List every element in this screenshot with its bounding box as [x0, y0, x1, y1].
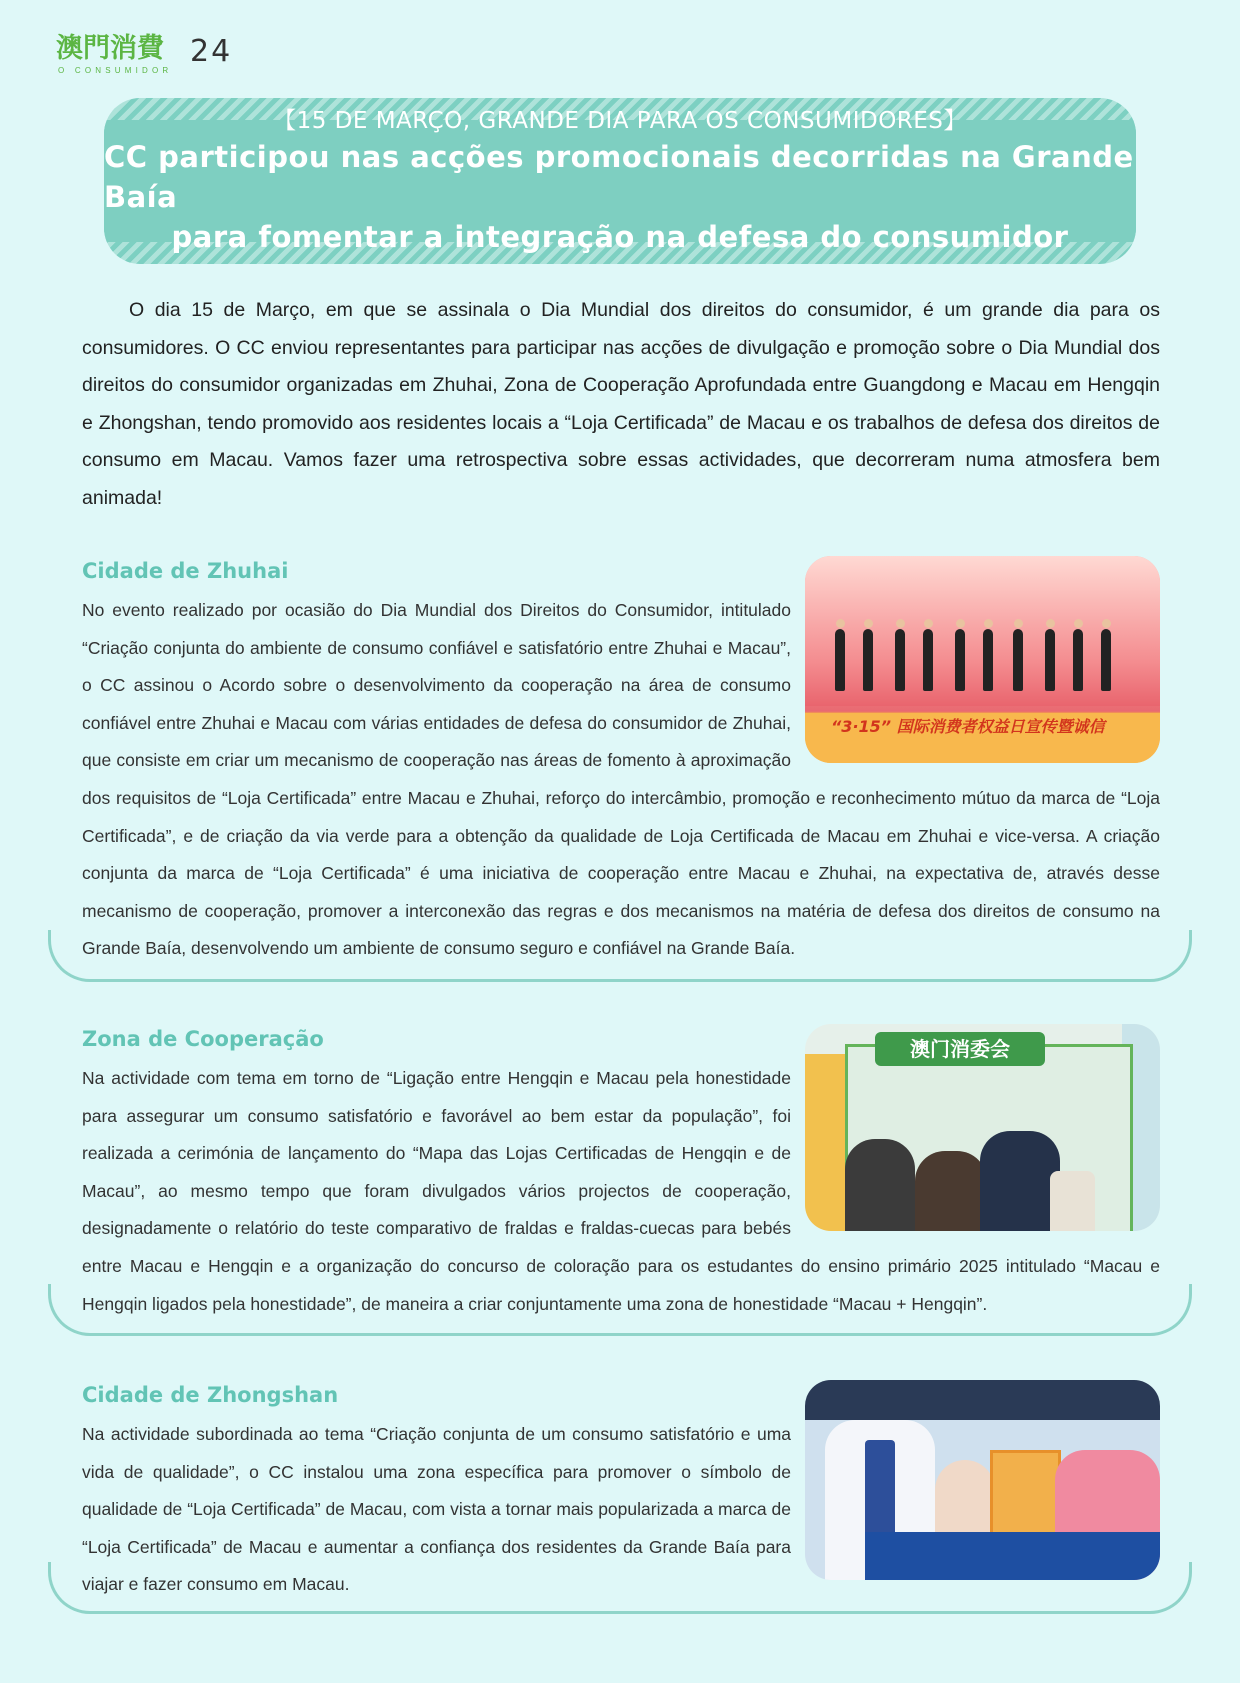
logo-chinese: 澳門消費 [56, 33, 164, 64]
section-zhuhai [82, 556, 1160, 968]
section-title: Cidade de Zhuhai [82, 559, 289, 583]
banner-title-line2: para fomentar a integração na defesa do consumidor [171, 220, 1069, 254]
page-number: 24 [190, 34, 233, 69]
section-bracket [48, 930, 1192, 982]
magazine-logo [56, 34, 172, 75]
banner-kicker: 【15 DE MARÇO, GRANDE DIA PARA OS CONSUMIDORES】 [273, 108, 967, 134]
zhongshan-booth-photo [805, 1380, 1160, 1580]
section-body: Na actividade com tema em torno de “Ligação entre Hengqin e Macau pela honestidade para assegurar um consumo satisfatório e favorável ao bem estar da população”, foi realizada a cerimónia de lançamento do “Mapa das Lojas Certificadas de Hengqin e de Macau”, ao mesmo tempo que foram divulgados vários projectos de cooperação, designadamente o relatório do teste comparativo de fraldas e fraldas-cuecas para bebés entre Macau e Hengqin e a organização do concurso de coloração para os estudantes do ensino primário 2025 intitulado “Macau e Hengqin ligados pela honestidade”, de maneira a criar conjuntamente uma zona de honestidade “Macau + Hengqin”. [82, 1068, 1160, 1314]
section-bracket [48, 1284, 1192, 1336]
section-title: Cidade de Zhongshan [82, 1383, 339, 1407]
logo-portuguese: O CONSUMIDOR [58, 66, 173, 75]
section-body: No evento realizado por ocasião do Dia Mundial dos Direitos do Consumidor, intitulado “Criação conjunta do ambiente de consumo confiável e satisfatório entre Zhuhai e Macau”, o CC assinou o Acordo sobre o desenvolvimento da cooperação na área de consumo confiável entre Zhuhai e Macau com várias entidades de defesa do consumidor de Zhuhai, que consiste em criar um mecanismo de cooperação nas áreas de fomento à aproximação dos requisitos de “Loja Certificada” entre Macau e Zhuhai, reforço do intercâmbio, promoção e reconhecimento mútuo da marca de “Loja Certificada”, e de criação da via verde para a obtenção da qualidade de Loja Certificada de Macau em Zhuhai e vice-versa. A criação conjunta da marca de “Loja Certificada” é uma iniciativa de cooperação entre Macau e Zhuhai, na expectativa de, através desse mecanismo de cooperação, promover a interconexão das regras e dos mecanismos na matéria de defesa dos direitos de consumo na Grande Baía, desenvolvendo um ambiente de consumo seguro e confiável na Grande Baía. [82, 600, 1160, 959]
section-title: Zona de Cooperação [82, 1027, 324, 1051]
section-bracket [48, 1562, 1192, 1614]
zhuhai-event-photo [805, 556, 1160, 763]
section-zona-cooperacao [82, 1024, 1160, 1323]
banner-title-line1: CC participou nas acções promocionais decorridas na Grande Baía [104, 140, 1134, 214]
hengqin-booth-photo [805, 1024, 1160, 1231]
booth-sign: 澳门消委会 [875, 1032, 1045, 1066]
section-body: Na actividade subordinada ao tema “Criação conjunta de um consumo satisfatório e uma vida de qualidade”, o CC instalou uma zona específica para promover o símbolo de qualidade de “Loja Certificada” de Macau, com vista a tornar mais popularizada a marca de “Loja Certificada” de Macau e aumentar a confiança dos residentes da Grande Baía para viajar e fazer consumo em Macau. [82, 1424, 791, 1595]
title-banner [104, 98, 1136, 264]
photo-banner-text: “3·15” 国际消费者权益日宣传暨诚信 [831, 717, 1105, 736]
intro-paragraph: O dia 15 de Março, em que se assinala o Dia Mundial dos direitos do consumidor, é um grande dia para os consumidores. O CC enviou representantes para participar nas acções de divulgação e promoção sobre o Dia Mundial dos direitos do consumidor organizadas em Zhuhai, Zona de Cooperação Aprofundada entre Guangdong e Macau em Hengqin e Zhongshan, tendo promovido aos residentes locais a “Loja Certificada” de Macau e os trabalhos de defesa dos direitos de consumo em Macau. Vamos fazer uma retrospectiva sobre essas actividades, que decorreram numa atmosfera bem animada! [82, 299, 1160, 509]
